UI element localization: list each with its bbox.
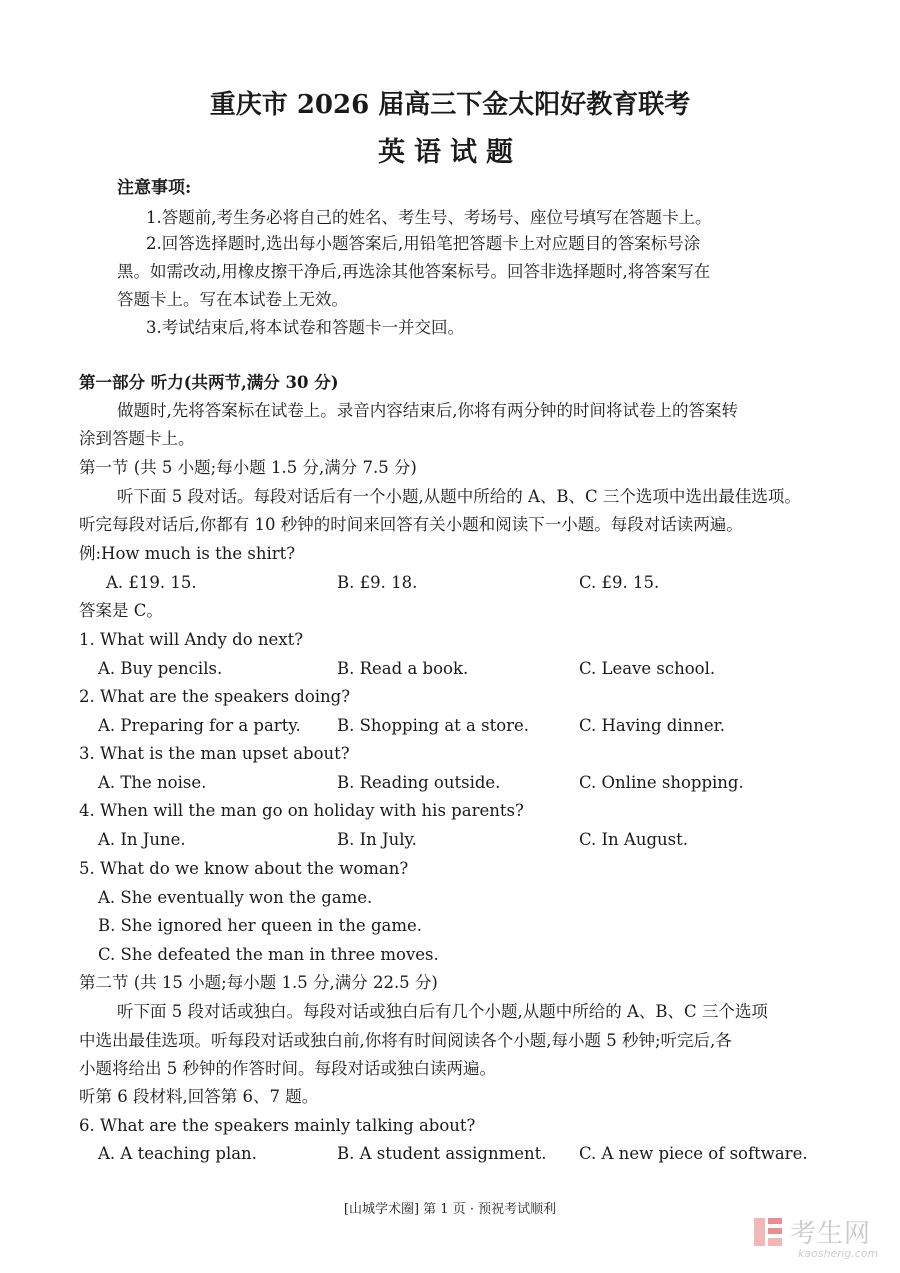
watermark [752,1213,892,1263]
section2-instruction-line-2: 中选出最佳选项。听每段对话或独白前,你将有时间阅读各个小题,每小题 5 秒钟;听完后,各 [79,1031,732,1050]
question-5-option-c: C. She defeated the man in three moves. [98,945,439,964]
question-3-option-c: C. Online shopping. [579,773,744,792]
question-1-option-a: A. Buy pencils. [98,659,223,678]
question-5-option-a: A. She eventually won the game. [98,888,373,907]
part1-intro-line-1: 做题时,先将答案标在试卷上。录音内容结束后,你将有两分钟的时间将试卷上的答案转 [117,401,738,420]
question-6-option-a: A. A teaching plan. [98,1144,257,1163]
notice-item-3: 3.考试结束后,将本试卷和答题卡一并交回。 [146,318,464,337]
section2-heading: 第二节 (共 15 小题;每小题 1.5 分,满分 22.5 分) [79,973,438,992]
example-question: 例:How much is the shirt? [79,544,296,563]
question-6-option-c: C. A new piece of software. [579,1144,808,1163]
watermark-name: 考生网 [790,1219,872,1249]
question-2-option-a: A. Preparing for a party. [98,716,301,735]
section1-instruction-line-2: 听完每段对话后,你都有 10 秒钟的时间来回答有关小题和阅读下一小题。每段对话读两遍。 [79,515,743,534]
question-6: 6. What are the speakers mainly talking about? [79,1116,476,1135]
notice-item-2-line-2: 黑。如需改动,用橡皮擦干净后,再选涂其他答案标号。回答非选择题时,将答案写在 [117,262,711,281]
section2-instruction-line-3: 小题将给出 5 秒钟的作答时间。每段对话或独白读两遍。 [79,1059,496,1078]
watermark-url: kaosheng.com [798,1247,879,1260]
question-1: 1. What will Andy do next? [79,630,304,649]
subject-title: 英语试题 [378,137,522,168]
notice-item-2-line-1: 2.回答选择题时,选出每小题答案后,用铅笔把答题卡上对应题目的答案标号涂 [146,234,701,253]
notice-item-1: 1.答题前,考生务必将自己的姓名、考生号、考场号、座位号填写在答题卡上。 [146,208,712,227]
question-4-option-a: A. In June. [98,830,186,849]
question-2-option-c: C. Having dinner. [579,716,725,735]
page-footer: [山城学术圈] 第 1 页 · 预祝考试顺利 [343,1202,557,1217]
part1-intro-line-2: 涂到答题卡上。 [79,429,195,448]
question-5-option-b: B. She ignored her queen in the game. [98,916,422,935]
notice-heading: 注意事项: [117,178,192,198]
question-3-option-b: B. Reading outside. [337,773,501,792]
question-1-option-c: C. Leave school. [579,659,716,678]
question-2: 2. What are the speakers doing? [79,687,351,706]
question-1-option-b: B. Read a book. [337,659,469,678]
section1-heading: 第一节 (共 5 小题;每小题 1.5 分,满分 7.5 分) [79,458,417,477]
section2-instruction-line-1: 听下面 5 段对话或独白。每段对话或独白后有几个小题,从题中所给的 A、B、C 三个选项 [117,1002,768,1021]
question-4: 4. When will the man go on holiday with his parents? [79,801,524,820]
question-2-option-b: B. Shopping at a store. [337,716,530,735]
part1-heading: 第一部分 听力(共两节,满分 30 分) [79,373,339,392]
exam-title: 重庆市 2026 届高三下金太阳好教育联考 [209,90,691,120]
question-6-option-b: B. A student assignment. [337,1144,547,1163]
example-option-c: C. £9. 15. [579,573,660,592]
section1-instruction-line-1: 听下面 5 段对话。每段对话后有一个小题,从题中所给的 A、B、C 三个选项中选出最佳选项。 [117,487,801,506]
question-4-option-c: C. In August. [579,830,688,849]
question-4-option-b: B. In July. [337,830,417,849]
notice-item-2-line-3: 答题卡上。写在本试卷上无效。 [117,290,348,309]
watermark-logo-icon [752,1215,784,1249]
question-3-option-a: A. The noise. [98,773,207,792]
example-option-a: A. £19. 15. [106,573,197,592]
question-3: 3. What is the man upset about? [79,744,350,763]
example-option-b: B. £9. 18. [337,573,418,592]
example-answer: 答案是 C。 [79,601,163,620]
material-6-note: 听第 6 段材料,回答第 6、7 题。 [79,1087,319,1106]
question-5: 5. What do we know about the woman? [79,859,409,878]
